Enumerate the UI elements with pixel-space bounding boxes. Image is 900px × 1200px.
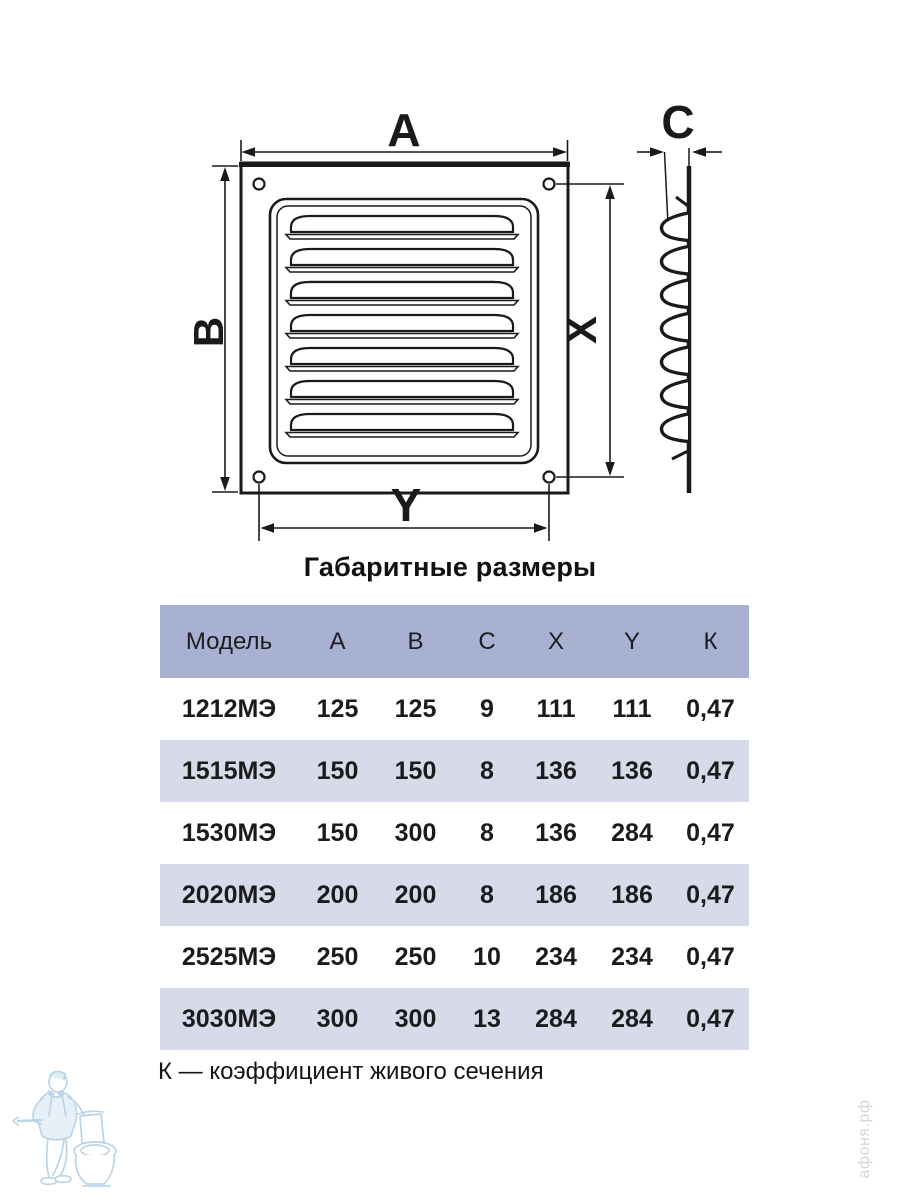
value-cell: 0,47 [672, 678, 749, 740]
value-cell: 0,47 [672, 802, 749, 864]
value-cell: 9 [454, 678, 520, 740]
value-cell: 200 [298, 864, 377, 926]
column-header-a: A [298, 605, 377, 678]
site-watermark-text: афоня.рф [856, 1099, 873, 1179]
value-cell: 234 [592, 926, 672, 988]
value-cell: 111 [592, 678, 672, 740]
model-cell: 2525МЭ [160, 926, 298, 988]
table-row-1530МЭ [160, 802, 749, 864]
value-cell: 200 [377, 864, 454, 926]
value-cell: 150 [377, 740, 454, 802]
side-view [661, 148, 689, 493]
model-cell: 1530МЭ [160, 802, 298, 864]
value-cell: 0,47 [672, 926, 749, 988]
column-header-c: C [454, 605, 520, 678]
value-cell: 284 [520, 988, 592, 1050]
table-row-2525МЭ [160, 926, 749, 988]
louvers [286, 216, 518, 437]
note-text: К — коэффициент живого сечения [158, 1058, 544, 1085]
value-cell: 150 [298, 802, 377, 864]
value-cell: 125 [377, 678, 454, 740]
model-cell: 1515МЭ [160, 740, 298, 802]
value-cell: 136 [520, 802, 592, 864]
value-cell: 8 [454, 740, 520, 802]
dimensions-table [160, 605, 749, 1050]
value-cell: 8 [454, 802, 520, 864]
value-cell: 136 [592, 740, 672, 802]
value-cell: 0,47 [672, 864, 749, 926]
column-header-model: Модель [160, 605, 298, 678]
dim-label-c: C [661, 96, 695, 148]
value-cell: 300 [377, 988, 454, 1050]
model-cell: 1212МЭ [160, 678, 298, 740]
value-cell: 234 [520, 926, 592, 988]
value-cell: 13 [454, 988, 520, 1050]
value-cell: 300 [298, 988, 377, 1050]
dim-label-x: X [558, 315, 605, 345]
value-cell: 111 [520, 678, 592, 740]
value-cell: 0,47 [672, 988, 749, 1050]
plumber-watermark [8, 1064, 134, 1192]
value-cell: 300 [377, 802, 454, 864]
table-header-row [160, 605, 749, 678]
value-cell: 250 [377, 926, 454, 988]
dim-label-b: B [185, 316, 232, 348]
model-cell: 3030МЭ [160, 988, 298, 1050]
value-cell: 186 [592, 864, 672, 926]
value-cell: 186 [520, 864, 592, 926]
column-header-b: B [377, 605, 454, 678]
dim-label-a: A [387, 104, 421, 156]
grille-technical-drawing [0, 0, 900, 545]
value-cell: 250 [298, 926, 377, 988]
table-row-1212МЭ [160, 678, 749, 740]
dim-label-y: Y [390, 479, 422, 531]
value-cell: 125 [298, 678, 377, 740]
value-cell: 284 [592, 802, 672, 864]
value-cell: 8 [454, 864, 520, 926]
value-cell: 0,47 [672, 740, 749, 802]
value-cell: 136 [520, 740, 592, 802]
column-header-к: К [672, 605, 749, 678]
column-header-x: X [520, 605, 592, 678]
table-title: Габаритные размеры [303, 552, 597, 582]
dimension-c [637, 147, 722, 157]
table-row-2020МЭ [160, 864, 749, 926]
column-header-y: Y [592, 605, 672, 678]
table-body [160, 678, 749, 1050]
model-cell: 2020МЭ [160, 864, 298, 926]
value-cell: 10 [454, 926, 520, 988]
value-cell: 150 [298, 740, 377, 802]
value-cell: 284 [592, 988, 672, 1050]
table-row-3030МЭ [160, 988, 749, 1050]
table-row-1515МЭ [160, 740, 749, 802]
